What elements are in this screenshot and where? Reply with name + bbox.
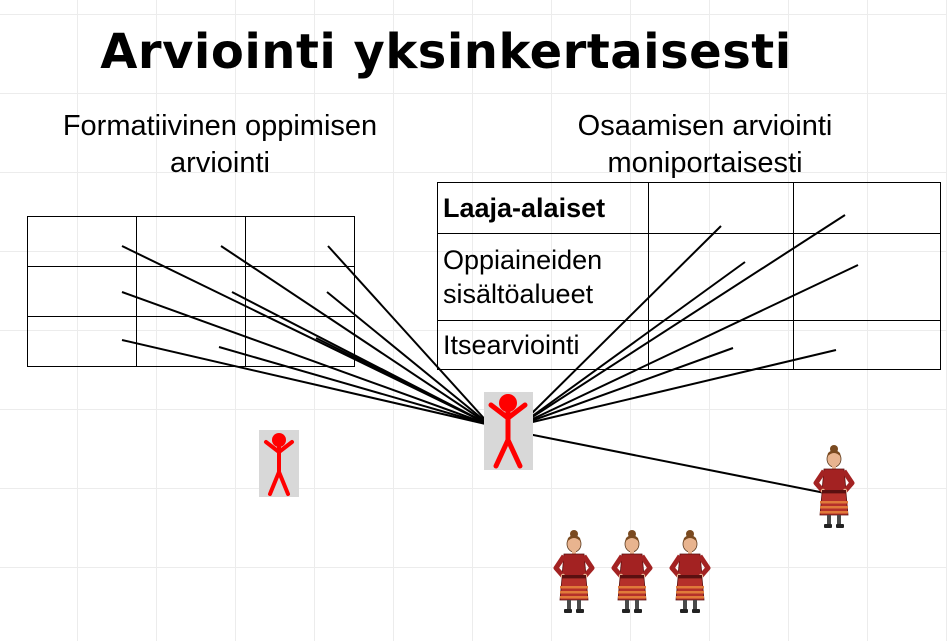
label-line: Oppiaineiden xyxy=(443,245,603,275)
heading-line: arviointi xyxy=(170,147,270,179)
girl-figure-icon xyxy=(614,530,650,613)
stick-figure-icon xyxy=(259,430,299,497)
heading-line: moniportaisesti xyxy=(607,147,803,179)
row-label-laaja-alaiset: Laaja-alaiset xyxy=(438,183,649,234)
girl-figure-icon xyxy=(816,445,852,528)
page-title: Arviointi yksinkertaisesti xyxy=(100,24,792,80)
heading-line: Osaamisen arviointi xyxy=(577,110,833,142)
girl-figure-icon xyxy=(672,530,708,613)
label-line: sisältöalueet xyxy=(443,279,594,309)
heading-line: Formatiivinen oppimisen xyxy=(62,110,378,142)
girl-figure-icon xyxy=(556,530,592,613)
row-label-itsearviointi: Itsearviointi xyxy=(438,321,649,370)
right-connection-lines xyxy=(508,215,858,493)
stick-figure-icon xyxy=(484,392,533,470)
left-connection-lines xyxy=(122,246,490,425)
